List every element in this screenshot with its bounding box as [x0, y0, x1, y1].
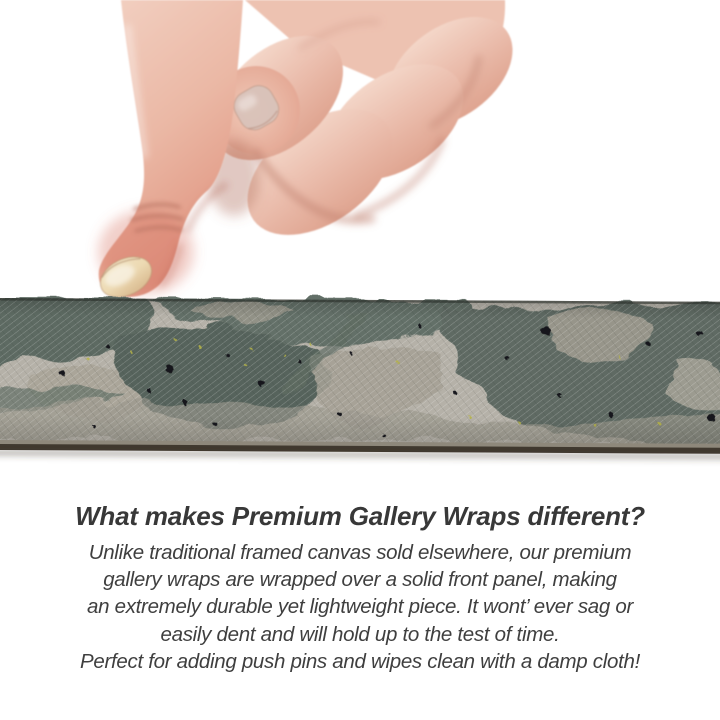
canvas-texture [0, 294, 720, 470]
canvas-edge-strip [0, 294, 720, 470]
hand-photo [0, 0, 720, 300]
body-line: an extremely durable yet lightweight piece. It wont’ ever sag or [87, 595, 633, 619]
strip-shading [0, 298, 720, 448]
body-line: easily dent and will hold up to the test of time. [160, 622, 560, 646]
body-line: Perfect for adding push pins and wipes clean with a damp cloth! [80, 649, 640, 673]
marketing-copy [0, 500, 720, 675]
body-line: gallery wraps are wrapped over a solid front panel, making [103, 568, 617, 592]
fist [94, 0, 533, 300]
headline: What makes Premium Gallery Wraps different? [75, 501, 645, 531]
hand-illustration [0, 0, 720, 300]
body-line: Unlike traditional framed canvas sold elsewhere, our premium [88, 541, 632, 564]
